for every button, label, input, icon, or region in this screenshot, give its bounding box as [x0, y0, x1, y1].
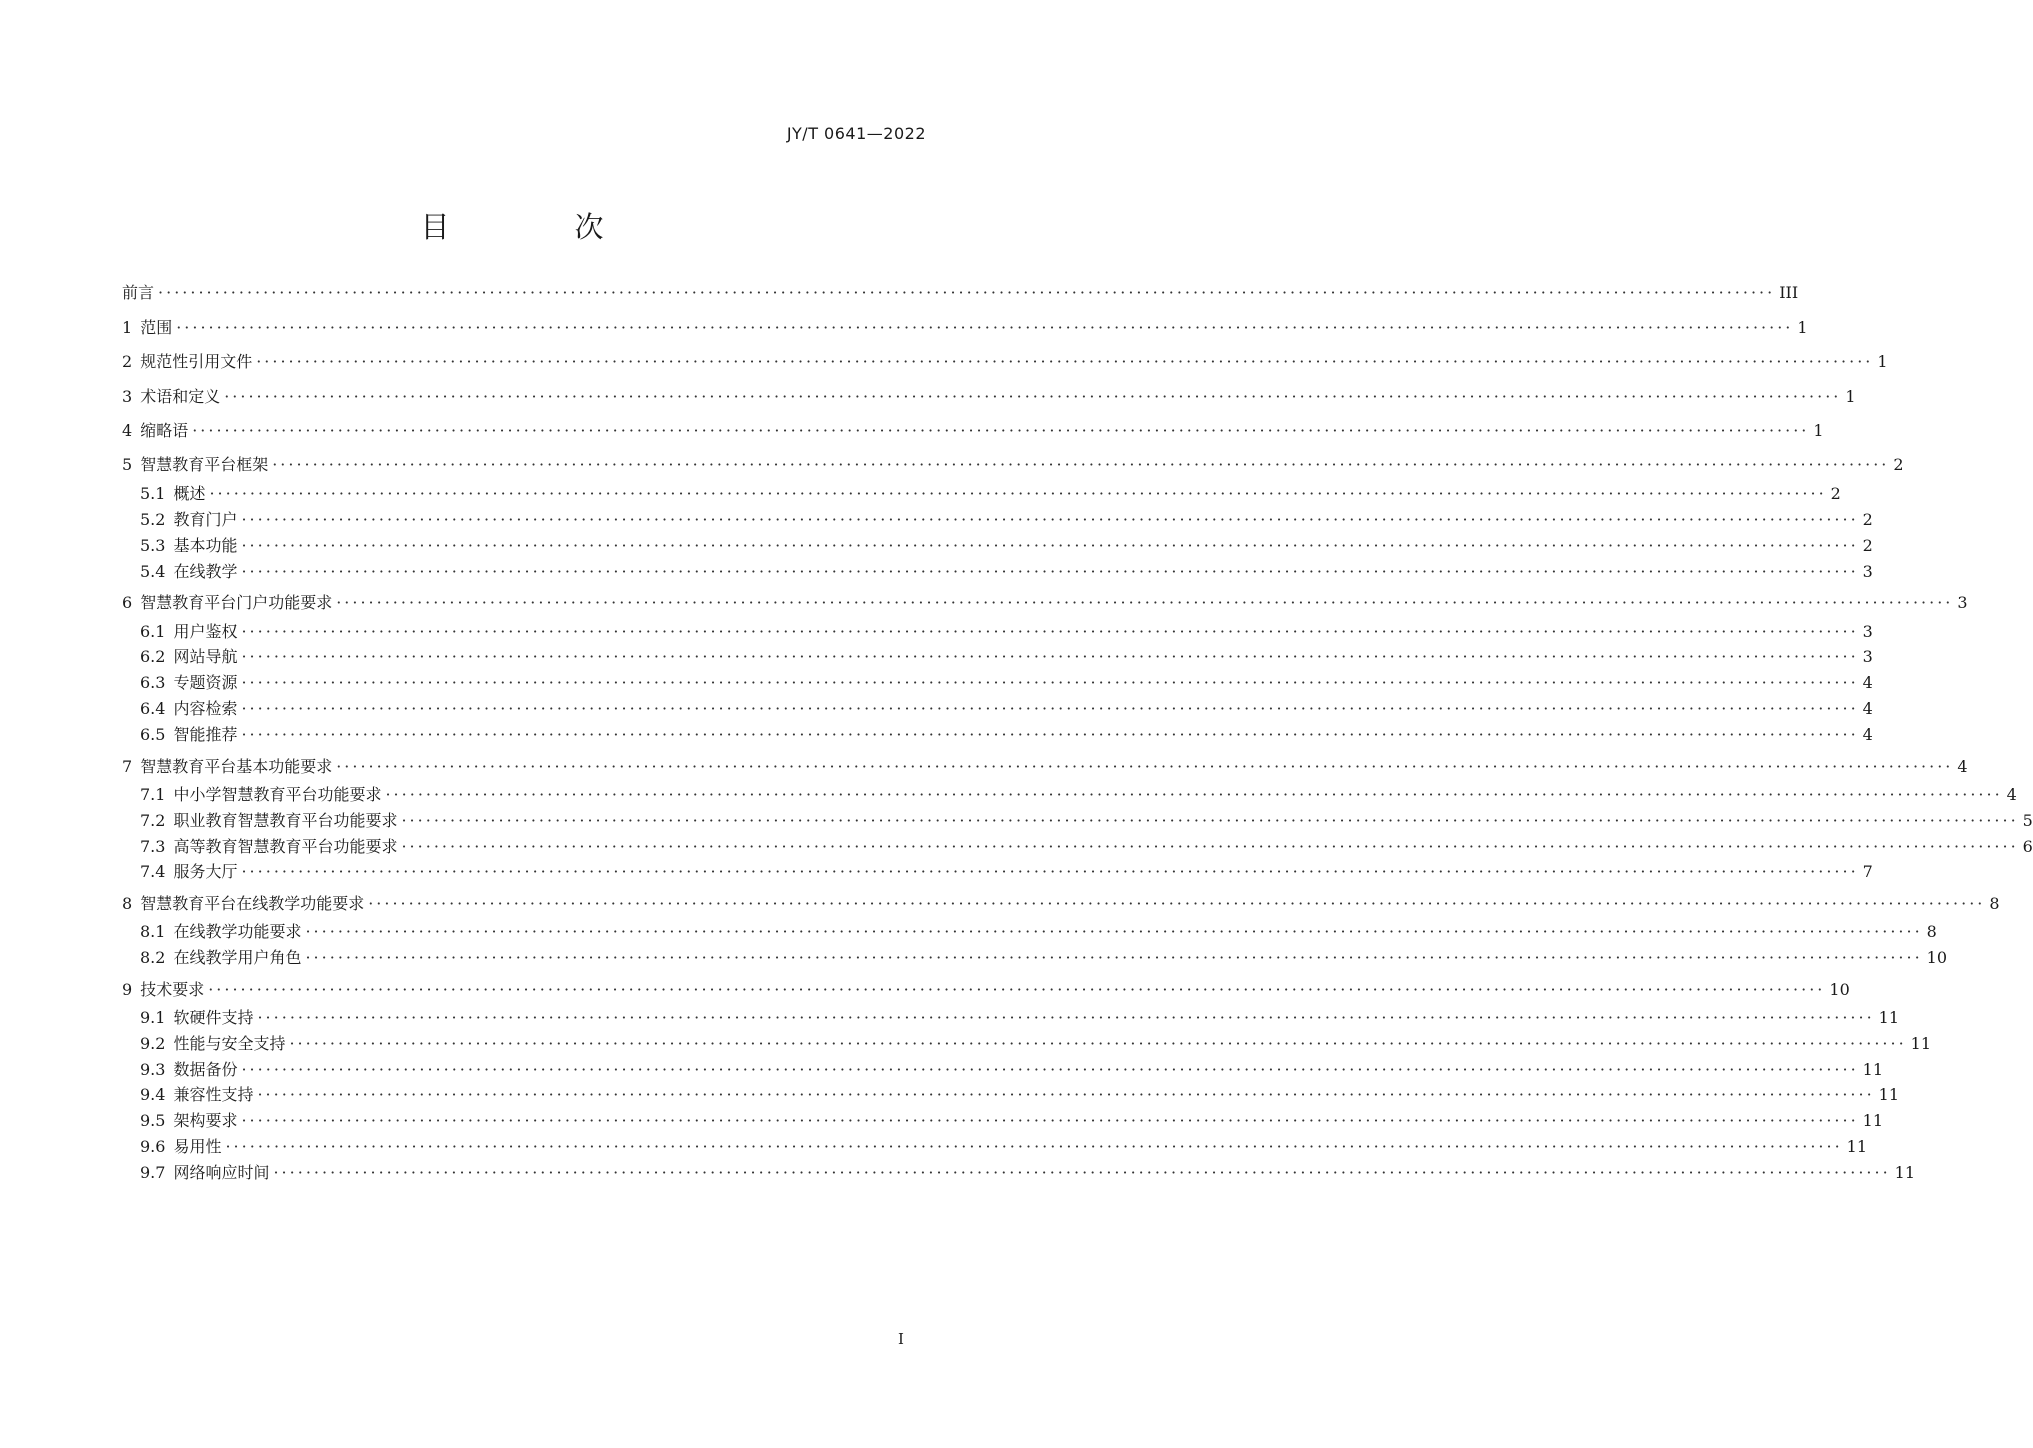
toc-entry-number: 5.4 [140, 562, 166, 581]
toc-entry[interactable] [140, 619, 1873, 645]
toc-entry-page: 4 [1862, 673, 1873, 692]
toc-entry-page: 11 [1862, 1111, 1884, 1130]
toc-entry-title: 用户鉴权 [173, 622, 238, 641]
toc-entry-number: 9.7 [140, 1163, 166, 1182]
toc-entry-title: 概述 [173, 484, 206, 503]
toc-entry-number: 5.1 [140, 484, 166, 503]
toc-entry-number: 6.3 [140, 673, 166, 692]
toc-entry-number: 9.3 [140, 1060, 166, 1079]
toc-entry-number: 7.3 [140, 837, 166, 856]
toc-entry-title: 专题资源 [173, 673, 238, 692]
toc-dot-leader: ········································································································································································································ [272, 455, 1890, 474]
toc-dot-leader: ········································································································································································································ [209, 484, 1827, 503]
toc-entry[interactable] [140, 696, 1873, 722]
toc-entry-title: 范围 [140, 318, 173, 337]
toc-entry-page: 11 [1862, 1060, 1884, 1079]
toc-entry-number: 5.3 [140, 536, 166, 555]
toc-entry[interactable] [140, 782, 2017, 808]
toc-entry[interactable] [122, 977, 1850, 1003]
toc-dot-leader: ········································································································································································································ [241, 562, 1859, 581]
toc-entry-page: 7 [1862, 862, 1873, 881]
toc-dot-leader: ········································································································································································································ [241, 673, 1859, 692]
toc-entry-title: 智慧教育平台基本功能要求 [140, 757, 333, 776]
toc-entry[interactable] [140, 834, 2033, 860]
toc-entry[interactable] [140, 1005, 1900, 1031]
toc-entry-number: 9.4 [140, 1085, 166, 1104]
toc-dot-leader: ········································································································································································································ [241, 510, 1859, 529]
toc-entry[interactable] [140, 1031, 1932, 1057]
toc-entry[interactable] [140, 722, 1873, 748]
toc-entry-page: 8 [1926, 922, 1937, 941]
toc-dot-leader: ········································································································································································································ [273, 1163, 1891, 1182]
page-title: 目 次 [420, 210, 652, 244]
toc-entry-title: 智慧教育平台框架 [140, 455, 269, 474]
toc-entry-page: 5 [2022, 811, 2033, 830]
toc-entry-page: 4 [1862, 699, 1873, 718]
toc-entry[interactable] [122, 891, 2000, 917]
toc-entry-number: 8 [122, 894, 133, 913]
toc-entry-title: 网络响应时间 [173, 1163, 270, 1182]
toc-entry[interactable] [140, 644, 1873, 670]
toc-entry-title: 易用性 [173, 1137, 222, 1156]
toc-entry-number: 6.5 [140, 725, 166, 744]
toc-entry-number: 8.2 [140, 948, 166, 967]
toc-entry-title: 智慧教育平台在线教学功能要求 [140, 894, 365, 913]
toc-entry-page: 1 [1813, 421, 1824, 440]
toc-entry-title: 高等教育智慧教育平台功能要求 [173, 837, 398, 856]
toc-entry-title: 术语和定义 [140, 387, 221, 406]
toc-entry-number: 1 [122, 318, 133, 337]
toc-entry-page: 11 [1894, 1163, 1916, 1182]
toc-dot-leader: ········································································································································································································ [208, 980, 1826, 999]
toc-entry-number: 7.4 [140, 862, 166, 881]
toc-entry-page: 4 [1957, 757, 1968, 776]
toc-dot-leader: ········································································································································································································ [257, 1085, 1875, 1104]
toc-dot-leader: ········································································································································································································ [401, 837, 2019, 856]
toc-dot-leader: ········································································································································································································ [368, 894, 1986, 913]
toc-entry-page: 2 [1862, 536, 1873, 555]
toc-entry-title: 在线教学 [173, 562, 238, 581]
toc-entry-title: 兼容性支持 [173, 1085, 254, 1104]
toc-entry-page: 3 [1862, 622, 1873, 641]
toc-entry-number: 9.6 [140, 1137, 166, 1156]
toc-dot-leader: ········································································································································································································ [385, 785, 2003, 804]
toc-dot-leader: ········································································································································································································ [289, 1034, 1907, 1053]
toc-entry[interactable] [122, 590, 1968, 616]
toc-entry-number: 9.5 [140, 1111, 166, 1130]
toc-entry[interactable] [122, 349, 1888, 375]
toc-entry-title: 规范性引用文件 [140, 352, 253, 371]
toc-dot-leader: ········································································································································································································ [241, 699, 1859, 718]
toc-entry-page: 10 [1926, 948, 1948, 967]
toc-entry-number: 6.1 [140, 622, 166, 641]
toc-entry-title: 内容检索 [173, 699, 238, 718]
toc-dot-leader: ········································································································································································································ [158, 283, 1776, 302]
toc-dot-leader: ········································································································································································································ [401, 811, 2019, 830]
toc-entry-page: 3 [1862, 647, 1873, 666]
toc-entry-number: 7.1 [140, 785, 166, 804]
toc-dot-leader: ········································································································································································································ [241, 1111, 1859, 1130]
toc-entry-page: 6 [2022, 837, 2033, 856]
toc-entry-number: 2 [122, 352, 133, 371]
toc-entry[interactable] [140, 1057, 1884, 1083]
toc-entry-title: 软硬件支持 [173, 1008, 254, 1027]
toc-entry-title: 在线教学功能要求 [173, 922, 302, 941]
toc-entry-number: 3 [122, 387, 133, 406]
toc-entry-number: 5.2 [140, 510, 166, 529]
toc-dot-leader: ········································································································································································································ [241, 725, 1859, 744]
toc-entry-page: 11 [1846, 1137, 1868, 1156]
toc-dot-leader: ········································································································································································································ [305, 922, 1923, 941]
toc-entry-title: 数据备份 [173, 1060, 238, 1079]
toc-entry[interactable] [140, 533, 1873, 559]
toc-entry-page: 1 [1845, 387, 1856, 406]
toc-entry-page: 3 [1957, 593, 1968, 612]
toc-entry-title: 服务大厅 [173, 862, 238, 881]
toc-entry[interactable] [140, 481, 1841, 507]
toc-entry-title: 缩略语 [140, 421, 189, 440]
toc-dot-leader: ········································································································································································································ [224, 387, 1842, 406]
toc-entry[interactable] [140, 945, 1948, 971]
toc-entry-title: 中小学智慧教育平台功能要求 [173, 785, 382, 804]
toc-entry[interactable] [140, 1108, 1884, 1134]
toc-dot-leader: ········································································································································································································ [176, 318, 1794, 337]
toc-entry-number: 9 [122, 980, 133, 999]
toc-entry-title: 网站导航 [173, 647, 238, 666]
toc-entry[interactable] [122, 452, 1904, 478]
toc-dot-leader: ········································································································································································································ [336, 593, 1954, 612]
toc-entry-title: 基本功能 [173, 536, 238, 555]
toc-entry[interactable] [140, 1134, 1868, 1160]
toc-entry-number: 8.1 [140, 922, 166, 941]
toc-entry-page: 3 [1862, 562, 1873, 581]
toc-entry[interactable] [140, 670, 1873, 696]
toc-entry-title: 智慧教育平台门户功能要求 [140, 593, 333, 612]
toc-entry[interactable] [140, 1160, 1916, 1186]
toc-entry-page: 4 [1862, 725, 1873, 744]
toc-dot-leader: ········································································································································································································ [241, 1060, 1859, 1079]
toc-entry-page: 2 [1893, 455, 1904, 474]
toc-entry-title: 在线教学用户角色 [173, 948, 302, 967]
toc-entry-number: 9.1 [140, 1008, 166, 1027]
toc-entry[interactable] [140, 808, 2033, 834]
toc-entry-title: 智能推荐 [173, 725, 238, 744]
toc-entry[interactable] [122, 280, 1799, 306]
toc-entry[interactable] [122, 315, 1808, 341]
toc-dot-leader: ········································································································································································································ [241, 622, 1859, 641]
toc-dot-leader: ········································································································································································································ [241, 647, 1859, 666]
standard-code: JY/T 0641—2022 [786, 124, 926, 143]
toc-entry-page: III [1779, 283, 1799, 302]
toc-entry[interactable] [140, 507, 1873, 533]
toc-dot-leader: ········································································································································································································ [192, 421, 1810, 440]
toc-entry-title: 教育门户 [173, 510, 238, 529]
toc-entry-page: 11 [1878, 1008, 1900, 1027]
toc-entry-number: 6 [122, 593, 133, 612]
toc-entry-page: 11 [1910, 1034, 1932, 1053]
toc-entry[interactable] [140, 559, 1873, 585]
toc-dot-leader: ········································································································································································································ [257, 1008, 1875, 1027]
toc-entry-number: 6.4 [140, 699, 166, 718]
toc-entry-title: 前言 [122, 283, 155, 302]
toc-entry-number: 9.2 [140, 1034, 166, 1053]
toc-entry-title: 职业教育智慧教育平台功能要求 [173, 811, 398, 830]
toc-entry-page: 8 [1989, 894, 2000, 913]
toc-entry-number: 6.2 [140, 647, 166, 666]
toc-entry-number: 7 [122, 757, 133, 776]
toc-entry-page: 2 [1862, 510, 1873, 529]
toc-dot-leader: ········································································································································································································ [336, 757, 1954, 776]
toc-dot-leader: ········································································································································································································ [241, 536, 1859, 555]
toc-entry-title: 性能与安全支持 [173, 1034, 286, 1053]
toc-entry-page: 1 [1797, 318, 1808, 337]
toc-dot-leader: ········································································································································································································ [305, 948, 1923, 967]
toc-entry-page: 2 [1830, 484, 1841, 503]
toc-entry-title: 技术要求 [140, 980, 205, 999]
page-number: I [898, 1330, 904, 1348]
toc-entry-number: 5 [122, 455, 133, 474]
toc-entry-title: 架构要求 [173, 1111, 238, 1130]
toc-entry-number: 7.2 [140, 811, 166, 830]
toc-entry-page: 1 [1877, 352, 1888, 371]
toc-dot-leader: ········································································································································································································ [225, 1137, 1843, 1156]
toc-entry[interactable] [140, 919, 1937, 945]
toc-entry[interactable] [140, 1082, 1900, 1108]
toc-entry-page: 11 [1878, 1085, 1900, 1104]
toc-entry-page: 4 [2006, 785, 2017, 804]
toc-entry[interactable] [122, 418, 1824, 444]
toc-entry[interactable] [140, 859, 1873, 885]
toc-entry[interactable] [122, 384, 1856, 410]
toc-entry-number: 4 [122, 421, 133, 440]
toc-entry-page: 10 [1829, 980, 1850, 999]
toc-dot-leader: ········································································································································································································ [241, 862, 1859, 881]
toc-entry[interactable] [122, 754, 1968, 780]
toc-dot-leader: ········································································································································································································ [256, 352, 1874, 371]
